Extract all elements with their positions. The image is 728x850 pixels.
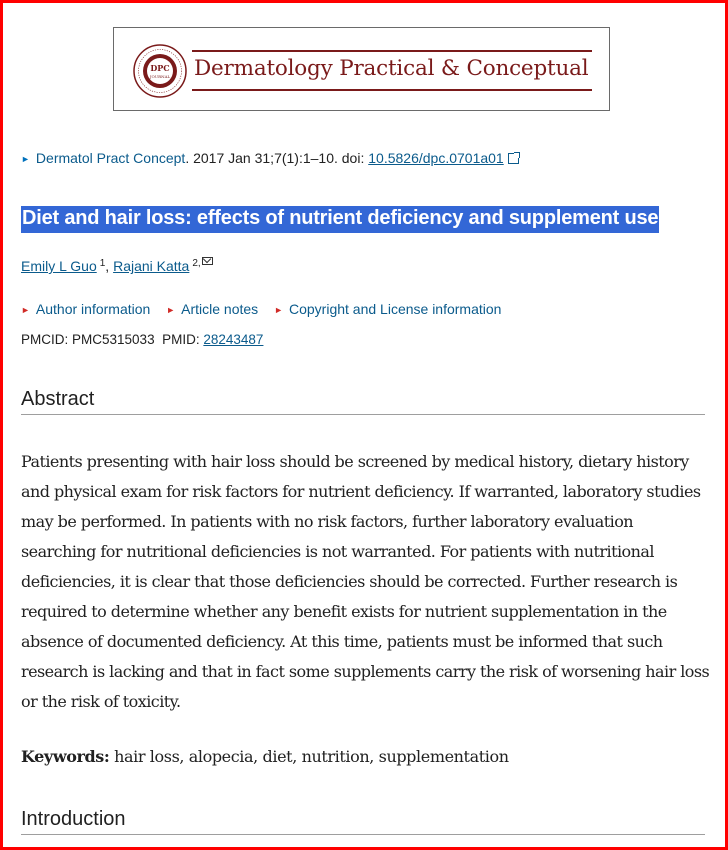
article-info-links xyxy=(21,301,513,317)
author-information-toggle[interactable]: Author information xyxy=(35,301,151,317)
pmid-link[interactable]: 28243487 xyxy=(203,332,264,347)
abstract-body: Patients presenting with hair loss should be screened by medical history, dietary history and physical exam for risk factors for nutrient deficiency. If warranted, laboratory studies may be performed. In patients with no risk factors, further laboratory evaluation searching for nutritional deficiencies is not warranted. For patients with nutritional deficiencies, it is clear that those deficiencies should be corrected. Further research is required to determine whether any benefit exists for nutrient supplementation in the absence of documented deficiency. At this time, patients must be informed that such research is lacking and that in fact some supplements carry the risk of worsening hair loss or the risk of toxicity. xyxy=(21,452,710,711)
abstract-heading: Abstract xyxy=(21,388,705,415)
author-link-katta[interactable]: Rajani Katta xyxy=(113,258,190,274)
dpc-journal-seal-logo xyxy=(133,44,187,98)
author-link-guo[interactable]: Emily L Guo xyxy=(21,258,97,274)
author-list xyxy=(21,257,213,274)
pmcid-value: PMC5315033 xyxy=(72,332,155,347)
article-notes-toggle[interactable]: Article notes xyxy=(181,301,259,317)
external-link-icon xyxy=(508,153,519,164)
affiliation-marker[interactable]: 1 xyxy=(99,258,106,269)
mail-icon[interactable] xyxy=(202,257,213,265)
journal-abbrev-link[interactable]: Dermatol Pract Concept xyxy=(35,150,186,166)
journal-banner[interactable] xyxy=(113,27,610,111)
journal-name: Dermatology Practical & Conceptual xyxy=(194,56,589,81)
triangle-right-icon: ► xyxy=(21,305,30,315)
svg-text:JOURNAL: JOURNAL xyxy=(149,74,171,79)
banner-rule-bottom xyxy=(192,89,592,91)
triangle-right-icon: ► xyxy=(21,154,30,164)
citation-details: . 2017 Jan 31;7(1):1–10. doi: xyxy=(185,150,369,166)
triangle-right-icon: ► xyxy=(166,305,176,315)
copyright-license-toggle[interactable]: Copyright and License information xyxy=(289,301,502,317)
citation-line xyxy=(21,150,519,166)
pmcid-label: PMCID: xyxy=(21,332,73,347)
banner-rule-top xyxy=(192,50,592,52)
article-ids xyxy=(21,332,263,347)
triangle-right-icon: ► xyxy=(274,305,283,315)
author-separator: , xyxy=(105,258,114,274)
introduction-heading: Introduction xyxy=(21,808,705,835)
keywords-line xyxy=(21,747,509,766)
article-title: Diet and hair loss: effects of nutrient deficiency and supplement use xyxy=(21,206,659,233)
affiliation-marker[interactable]: 2, xyxy=(192,258,201,269)
keywords-label: Keywords: xyxy=(21,747,110,766)
doi-link[interactable]: 10.5826/dpc.0701a01 xyxy=(368,150,504,166)
pmid-label: PMID: xyxy=(162,332,204,347)
keywords-list: hair loss, alopecia, diet, nutrition, supplementation xyxy=(109,747,509,766)
svg-text:DPC: DPC xyxy=(150,63,170,73)
